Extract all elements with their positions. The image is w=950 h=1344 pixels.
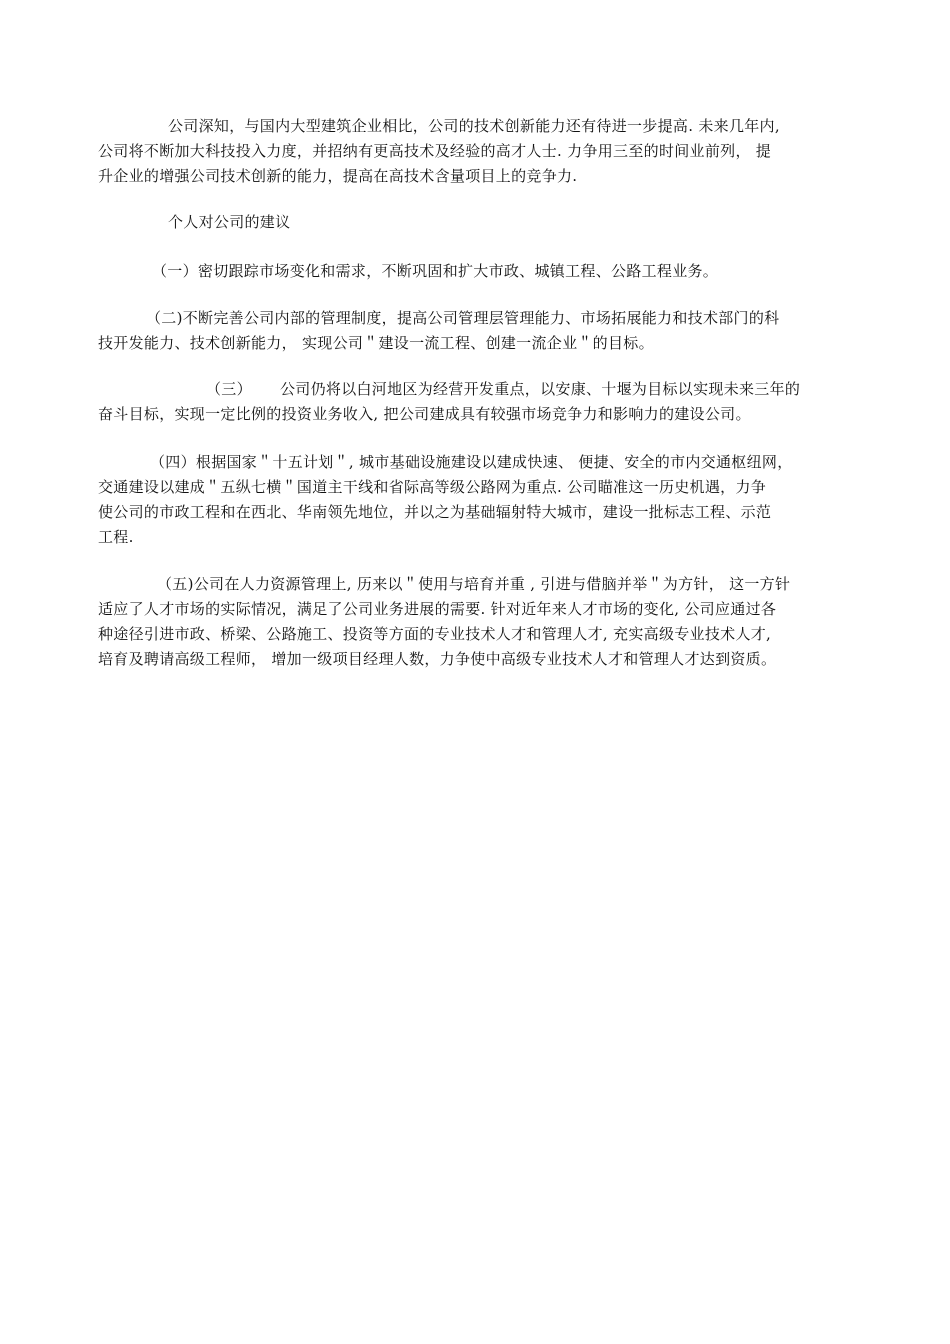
suggestion-5-line-3: 种途径引进市政、桥梁、公路施工、投资等方面的专业技术人才和管理人才, 充实高级专业技术人才, [98, 625, 772, 643]
paragraph-1-line-1: 公司深知，与国内大型建筑企业相比，公司的技术创新能力还有待进一步提高. 未来几年内, [168, 117, 780, 135]
suggestion-3-label: （三） [206, 380, 252, 398]
suggestion-4-line-4: 工程. [98, 528, 134, 546]
suggestion-5-line-1: （五)公司在人力资源管理上, 历来以＂使用与培育并重 , 引进与借脑并举＂为方针， 这一方针 [157, 575, 791, 593]
suggestion-1-line-1: （一）密切跟踪市场变化和需求，不断巩固和扩大市政、城镇工程、公路工程业务。 [152, 262, 719, 280]
suggestion-2-line-2: 技开发能力、技术创新能力， 实现公司＂建设一流工程、创建一流企业＂的目标。 [98, 334, 654, 352]
section-heading: 个人对公司的建议 [168, 213, 291, 231]
suggestion-4-line-2: 交通建设以建成＂五纵七横＂国道主干线和省际高等级公路网为重点. 公司瞄准这一历史机遇，力争 [98, 478, 767, 496]
suggestion-3-line-1: 公司仍将以白河地区为经营开发重点，以安康、十堰为目标以实现未来三年的 [280, 380, 801, 398]
paragraph-1-line-3: 升企业的增强公司技术创新的能力，提高在高技术含量项目上的竞争力. [98, 167, 578, 185]
suggestion-2-line-1: （二)不断完善公司内部的管理制度，提高公司管理层管理能力、市场拓展能力和技术部门的科 [146, 309, 780, 327]
suggestion-4-line-3: 使公司的市政工程和在西北、华南领先地位，并以之为基础辐射特大城市，建设一批标志工程、示范 [98, 503, 772, 521]
suggestion-5-line-2: 适应了人才市场的实际情况，满足了公司业务进展的需要. 针对近年来人才市场的变化, 公司应通过各 [98, 600, 777, 618]
paragraph-1-line-2: 公司将不断加大科技投入力度，并招纳有更高技术及经验的高才人士. 力争用三至的时间业前列， 提 [98, 142, 772, 160]
suggestion-3-line-2: 奋斗目标，实现一定比例的投资业务收入, 把公司建成具有较强市场竞争力和影响力的建设公司。 [98, 405, 751, 423]
suggestion-5-line-4: 培育及聘请高级工程师， 增加一级项目经理人数，力争使中高级专业技术人才和管理人才达到资质。 [98, 650, 777, 668]
suggestion-4-line-1: （四）根据国家＂十五计划＂, 城市基础设施建设以建成快速、 便捷、安全的市内交通枢纽网， [150, 453, 793, 471]
